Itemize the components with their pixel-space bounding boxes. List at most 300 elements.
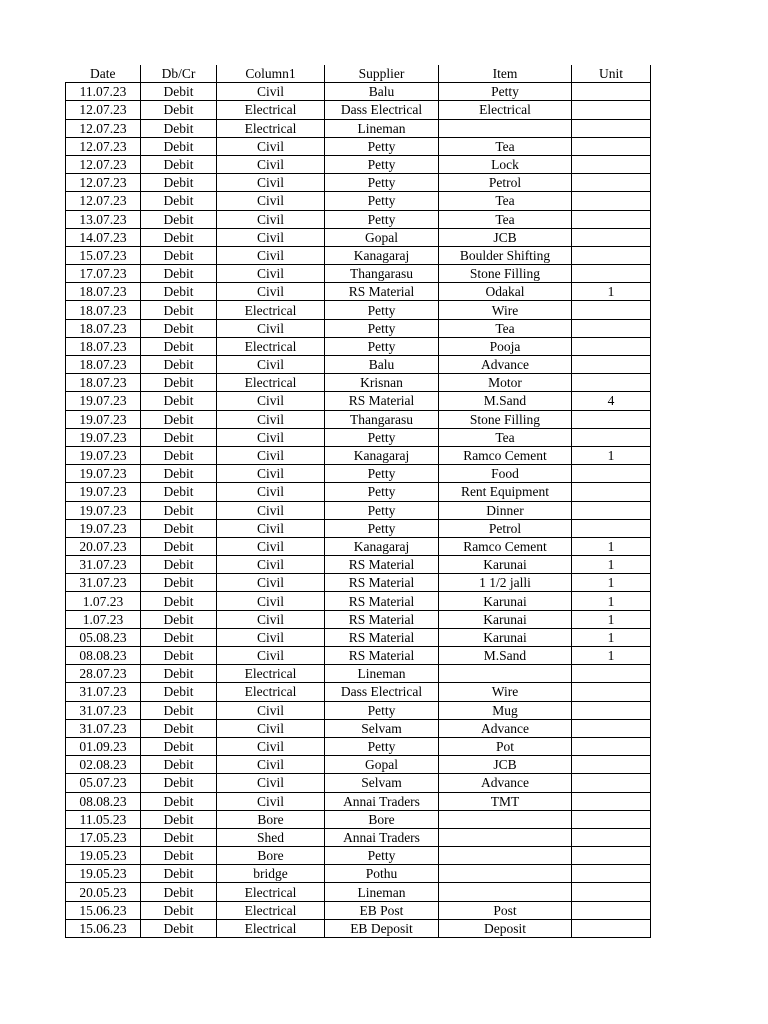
table-row (66, 592, 651, 610)
cell-item: Wire (439, 683, 572, 701)
cell-db-cr: Debit (141, 828, 217, 846)
cell-supplier: Petty (325, 192, 439, 210)
cell-db-cr: Debit (141, 374, 217, 392)
cell-db-cr: Debit (141, 410, 217, 428)
table-row (66, 774, 651, 792)
cell-item: Post (439, 901, 572, 919)
cell-supplier: RS Material (325, 574, 439, 592)
cell-column1: Electrical (217, 883, 325, 901)
cell-date: 19.07.23 (66, 483, 141, 501)
table-row (66, 901, 651, 919)
cell-column1: Civil (217, 501, 325, 519)
cell-column1: Civil (217, 283, 325, 301)
cell-column1: Civil (217, 465, 325, 483)
cell-date: 31.07.23 (66, 719, 141, 737)
cell-unit (572, 210, 651, 228)
cell-db-cr: Debit (141, 501, 217, 519)
cell-date: 08.08.23 (66, 647, 141, 665)
cell-item (439, 828, 572, 846)
cell-unit (572, 901, 651, 919)
cell-unit (572, 792, 651, 810)
cell-db-cr: Debit (141, 356, 217, 374)
cell-column1: Electrical (217, 665, 325, 683)
cell-supplier: RS Material (325, 392, 439, 410)
cell-item: JCB (439, 756, 572, 774)
cell-unit (572, 192, 651, 210)
cell-supplier: Balu (325, 356, 439, 374)
cell-column1: Civil (217, 192, 325, 210)
cell-item: Ramco Cement (439, 446, 572, 464)
cell-column1: Civil (217, 392, 325, 410)
cell-supplier: Petty (325, 301, 439, 319)
cell-unit (572, 246, 651, 264)
cell-item: Ramco Cement (439, 537, 572, 555)
cell-item: Advance (439, 774, 572, 792)
cell-column1: Bore (217, 810, 325, 828)
cell-unit (572, 665, 651, 683)
cell-db-cr: Debit (141, 483, 217, 501)
cell-item: Food (439, 465, 572, 483)
table-row (66, 847, 651, 865)
table-row (66, 465, 651, 483)
cell-db-cr: Debit (141, 647, 217, 665)
table-row (66, 792, 651, 810)
cell-supplier: Kanagaraj (325, 537, 439, 555)
cell-db-cr: Debit (141, 737, 217, 755)
cell-item: Rent Equipment (439, 483, 572, 501)
cell-supplier: Pothu (325, 865, 439, 883)
cell-supplier: Dass Electrical (325, 101, 439, 119)
cell-db-cr: Debit (141, 174, 217, 192)
cell-date: 05.08.23 (66, 628, 141, 646)
cell-db-cr: Debit (141, 556, 217, 574)
cell-date: 11.05.23 (66, 810, 141, 828)
cell-item: Dinner (439, 501, 572, 519)
table-row (66, 374, 651, 392)
cell-date: 15.06.23 (66, 919, 141, 937)
cell-db-cr: Debit (141, 537, 217, 555)
cell-unit (572, 519, 651, 537)
cell-db-cr: Debit (141, 756, 217, 774)
cell-unit: 1 (572, 446, 651, 464)
cell-column1: Civil (217, 319, 325, 337)
cell-supplier: Thangarasu (325, 410, 439, 428)
cell-item: Pot (439, 737, 572, 755)
cell-date: 31.07.23 (66, 683, 141, 701)
cell-column1: Civil (217, 410, 325, 428)
cell-date: 19.07.23 (66, 446, 141, 464)
cell-item: Karunai (439, 610, 572, 628)
cell-item: Boulder Shifting (439, 246, 572, 264)
table-row (66, 719, 651, 737)
cell-date: 02.08.23 (66, 756, 141, 774)
cell-date: 12.07.23 (66, 155, 141, 173)
cell-date: 17.07.23 (66, 265, 141, 283)
cell-supplier: Petty (325, 210, 439, 228)
cell-db-cr: Debit (141, 446, 217, 464)
table-row (66, 810, 651, 828)
cell-column1: Shed (217, 828, 325, 846)
table-row (66, 192, 651, 210)
table-row (66, 174, 651, 192)
cell-supplier: RS Material (325, 628, 439, 646)
cell-db-cr: Debit (141, 465, 217, 483)
cell-date: 18.07.23 (66, 283, 141, 301)
table-row (66, 683, 651, 701)
cell-date: 31.07.23 (66, 556, 141, 574)
cell-item: Deposit (439, 919, 572, 937)
cell-db-cr: Debit (141, 628, 217, 646)
cell-supplier: Petty (325, 501, 439, 519)
cell-unit: 1 (572, 647, 651, 665)
cell-column1: Civil (217, 446, 325, 464)
table-row (66, 246, 651, 264)
cell-date: 28.07.23 (66, 665, 141, 683)
cell-supplier: RS Material (325, 592, 439, 610)
table-row (66, 301, 651, 319)
cell-unit (572, 374, 651, 392)
cell-column1: Civil (217, 556, 325, 574)
table-row (66, 919, 651, 937)
table-row (66, 737, 651, 755)
cell-date: 19.07.23 (66, 410, 141, 428)
cell-column1: Civil (217, 137, 325, 155)
cell-date: 18.07.23 (66, 356, 141, 374)
table-row (66, 483, 651, 501)
cell-item: Stone Filling (439, 265, 572, 283)
table-row (66, 537, 651, 555)
cell-db-cr: Debit (141, 101, 217, 119)
cell-date: 12.07.23 (66, 101, 141, 119)
cell-date: 19.07.23 (66, 465, 141, 483)
table-row (66, 101, 651, 119)
cell-unit (572, 683, 651, 701)
cell-unit (572, 774, 651, 792)
cell-item: Karunai (439, 556, 572, 574)
cell-supplier: Petty (325, 137, 439, 155)
cell-item: Advance (439, 719, 572, 737)
cell-supplier: Gopal (325, 228, 439, 246)
cell-column1: Civil (217, 756, 325, 774)
cell-db-cr: Debit (141, 337, 217, 355)
table-body (66, 83, 651, 938)
cell-supplier: EB Deposit (325, 919, 439, 937)
cell-column1: Electrical (217, 374, 325, 392)
cell-db-cr: Debit (141, 392, 217, 410)
cell-date: 20.07.23 (66, 537, 141, 555)
cell-date: 12.07.23 (66, 119, 141, 137)
cell-date: 31.07.23 (66, 574, 141, 592)
cell-unit (572, 719, 651, 737)
expense-table (65, 65, 651, 938)
table-row (66, 556, 651, 574)
cell-date: 12.07.23 (66, 192, 141, 210)
cell-db-cr: Debit (141, 119, 217, 137)
cell-db-cr: Debit (141, 192, 217, 210)
cell-supplier: Bore (325, 810, 439, 828)
header-db-cr: Db/Cr (141, 65, 217, 83)
cell-column1: Civil (217, 228, 325, 246)
cell-db-cr: Debit (141, 574, 217, 592)
cell-supplier: Gopal (325, 756, 439, 774)
header-item: Item (439, 65, 572, 83)
header-unit: Unit (572, 65, 651, 83)
cell-supplier: Petty (325, 319, 439, 337)
cell-db-cr: Debit (141, 137, 217, 155)
cell-date: 19.07.23 (66, 392, 141, 410)
cell-column1: bridge (217, 865, 325, 883)
table-row (66, 883, 651, 901)
cell-item (439, 119, 572, 137)
cell-supplier: Petty (325, 174, 439, 192)
cell-supplier: RS Material (325, 647, 439, 665)
cell-supplier: Thangarasu (325, 265, 439, 283)
cell-column1: Civil (217, 174, 325, 192)
cell-unit (572, 410, 651, 428)
cell-unit (572, 428, 651, 446)
cell-unit (572, 83, 651, 101)
cell-date: 19.05.23 (66, 865, 141, 883)
cell-date: 15.07.23 (66, 246, 141, 264)
cell-date: 1.07.23 (66, 592, 141, 610)
cell-column1: Electrical (217, 119, 325, 137)
cell-supplier: Annai Traders (325, 792, 439, 810)
cell-unit: 4 (572, 392, 651, 410)
cell-date: 12.07.23 (66, 174, 141, 192)
cell-db-cr: Debit (141, 810, 217, 828)
cell-unit: 1 (572, 556, 651, 574)
cell-date: 17.05.23 (66, 828, 141, 846)
cell-column1: Civil (217, 537, 325, 555)
cell-date: 1.07.23 (66, 610, 141, 628)
cell-column1: Civil (217, 83, 325, 101)
cell-column1: Civil (217, 647, 325, 665)
cell-db-cr: Debit (141, 592, 217, 610)
cell-column1: Civil (217, 792, 325, 810)
cell-item: Tea (439, 137, 572, 155)
table-row (66, 665, 651, 683)
cell-unit (572, 155, 651, 173)
cell-date: 05.07.23 (66, 774, 141, 792)
table-row (66, 337, 651, 355)
table-row (66, 501, 651, 519)
cell-date: 12.07.23 (66, 137, 141, 155)
cell-column1: Civil (217, 483, 325, 501)
cell-item: Karunai (439, 628, 572, 646)
table-row (66, 119, 651, 137)
cell-unit (572, 737, 651, 755)
cell-supplier: Petty (325, 465, 439, 483)
cell-supplier: EB Post (325, 901, 439, 919)
cell-db-cr: Debit (141, 683, 217, 701)
cell-date: 20.05.23 (66, 883, 141, 901)
cell-item (439, 665, 572, 683)
cell-db-cr: Debit (141, 919, 217, 937)
cell-date: 13.07.23 (66, 210, 141, 228)
cell-supplier: Lineman (325, 883, 439, 901)
cell-db-cr: Debit (141, 155, 217, 173)
table-row (66, 756, 651, 774)
cell-item: Pooja (439, 337, 572, 355)
cell-unit (572, 265, 651, 283)
header-row (66, 65, 651, 83)
cell-column1: Civil (217, 628, 325, 646)
cell-unit (572, 847, 651, 865)
cell-db-cr: Debit (141, 301, 217, 319)
cell-supplier: Selvam (325, 719, 439, 737)
cell-item: Tea (439, 210, 572, 228)
cell-unit (572, 756, 651, 774)
cell-column1: Electrical (217, 101, 325, 119)
cell-column1: Civil (217, 155, 325, 173)
cell-column1: Civil (217, 610, 325, 628)
cell-item (439, 847, 572, 865)
cell-item: Petrol (439, 519, 572, 537)
cell-supplier: Selvam (325, 774, 439, 792)
cell-date: 15.06.23 (66, 901, 141, 919)
cell-db-cr: Debit (141, 847, 217, 865)
cell-date: 14.07.23 (66, 228, 141, 246)
table-row (66, 647, 651, 665)
cell-db-cr: Debit (141, 774, 217, 792)
cell-supplier: Petty (325, 737, 439, 755)
cell-date: 31.07.23 (66, 701, 141, 719)
cell-unit (572, 919, 651, 937)
cell-db-cr: Debit (141, 792, 217, 810)
cell-db-cr: Debit (141, 901, 217, 919)
cell-supplier: Petty (325, 701, 439, 719)
table-row (66, 574, 651, 592)
table-row (66, 410, 651, 428)
cell-supplier: RS Material (325, 283, 439, 301)
cell-item: TMT (439, 792, 572, 810)
cell-db-cr: Debit (141, 228, 217, 246)
cell-db-cr: Debit (141, 519, 217, 537)
cell-column1: Electrical (217, 337, 325, 355)
cell-item: JCB (439, 228, 572, 246)
cell-column1: Electrical (217, 901, 325, 919)
table-row (66, 865, 651, 883)
cell-item (439, 865, 572, 883)
cell-date: 18.07.23 (66, 374, 141, 392)
cell-unit (572, 501, 651, 519)
cell-column1: Electrical (217, 301, 325, 319)
cell-supplier: Kanagaraj (325, 246, 439, 264)
table-row (66, 356, 651, 374)
cell-supplier: Balu (325, 83, 439, 101)
cell-column1: Civil (217, 519, 325, 537)
cell-item: Odakal (439, 283, 572, 301)
cell-unit: 1 (572, 537, 651, 555)
cell-date: 19.07.23 (66, 428, 141, 446)
cell-unit: 1 (572, 610, 651, 628)
cell-column1: Civil (217, 246, 325, 264)
cell-column1: Bore (217, 847, 325, 865)
table-row (66, 137, 651, 155)
cell-unit (572, 137, 651, 155)
cell-column1: Civil (217, 774, 325, 792)
cell-date: 18.07.23 (66, 319, 141, 337)
header-supplier: Supplier (325, 65, 439, 83)
cell-unit: 1 (572, 628, 651, 646)
cell-unit (572, 701, 651, 719)
cell-db-cr: Debit (141, 865, 217, 883)
cell-unit (572, 119, 651, 137)
cell-db-cr: Debit (141, 83, 217, 101)
table-row (66, 155, 651, 173)
cell-column1: Electrical (217, 919, 325, 937)
cell-unit (572, 101, 651, 119)
cell-unit (572, 356, 651, 374)
cell-item: Lock (439, 155, 572, 173)
table-row (66, 446, 651, 464)
table-row (66, 519, 651, 537)
cell-item (439, 883, 572, 901)
cell-column1: Civil (217, 701, 325, 719)
cell-db-cr: Debit (141, 665, 217, 683)
cell-item: Petrol (439, 174, 572, 192)
cell-supplier: Annai Traders (325, 828, 439, 846)
cell-item: Petty (439, 83, 572, 101)
cell-supplier: Petty (325, 847, 439, 865)
table-row (66, 701, 651, 719)
cell-item: M.Sand (439, 647, 572, 665)
header-date: Date (66, 65, 141, 83)
cell-unit (572, 883, 651, 901)
cell-unit (572, 319, 651, 337)
cell-column1: Civil (217, 719, 325, 737)
cell-db-cr: Debit (141, 719, 217, 737)
cell-supplier: Lineman (325, 665, 439, 683)
cell-db-cr: Debit (141, 610, 217, 628)
cell-item: Wire (439, 301, 572, 319)
cell-db-cr: Debit (141, 283, 217, 301)
cell-date: 11.07.23 (66, 83, 141, 101)
cell-item: Motor (439, 374, 572, 392)
cell-item: M.Sand (439, 392, 572, 410)
cell-supplier: Lineman (325, 119, 439, 137)
cell-date: 01.09.23 (66, 737, 141, 755)
cell-item: Karunai (439, 592, 572, 610)
cell-column1: Civil (217, 265, 325, 283)
cell-item: Tea (439, 428, 572, 446)
cell-db-cr: Debit (141, 210, 217, 228)
cell-db-cr: Debit (141, 883, 217, 901)
cell-db-cr: Debit (141, 428, 217, 446)
cell-db-cr: Debit (141, 265, 217, 283)
cell-unit (572, 865, 651, 883)
cell-unit (572, 301, 651, 319)
cell-supplier: Petty (325, 155, 439, 173)
cell-unit (572, 337, 651, 355)
cell-supplier: Petty (325, 428, 439, 446)
cell-unit (572, 810, 651, 828)
cell-supplier: Krisnan (325, 374, 439, 392)
cell-date: 19.07.23 (66, 519, 141, 537)
cell-supplier: RS Material (325, 556, 439, 574)
cell-date: 08.08.23 (66, 792, 141, 810)
cell-unit (572, 174, 651, 192)
cell-supplier: Petty (325, 337, 439, 355)
cell-item: Electrical (439, 101, 572, 119)
cell-db-cr: Debit (141, 246, 217, 264)
cell-column1: Civil (217, 356, 325, 374)
cell-item: Mug (439, 701, 572, 719)
table-row (66, 610, 651, 628)
cell-date: 18.07.23 (66, 301, 141, 319)
table-row (66, 83, 651, 101)
cell-supplier: Petty (325, 483, 439, 501)
